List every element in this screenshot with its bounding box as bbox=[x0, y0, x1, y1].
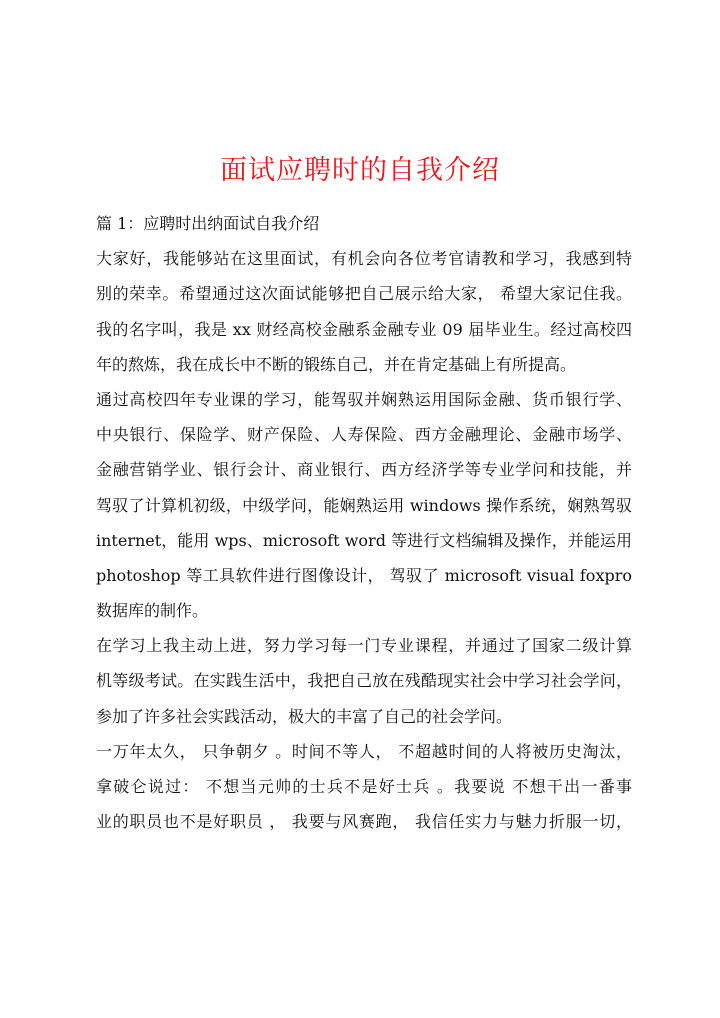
body-line: 拿破仑说过： 不想当元帅的士兵不是好士兵 。我要说 不想干出一番事 bbox=[96, 777, 632, 796]
document-body bbox=[96, 214, 632, 847]
body-line: 驾驭了计算机初级，中级学问，能娴熟运用 windows 操作系统，娴熟驾驭 bbox=[96, 495, 632, 515]
body-line: internet，能用 wps、microsoft word 等进行文档编辑及操作，并能运用 bbox=[96, 530, 632, 550]
body-line: 中央银行、保险学、财产保险、人寿保险、西方金融理论、金融市场学、 bbox=[96, 425, 632, 445]
body-line-section-heading: 篇 1：应聘时出纳面试自我介绍 bbox=[96, 214, 320, 233]
body-line: 数据库的制作。 bbox=[96, 601, 209, 621]
body-line: 金融营销学业、银行会计、商业银行、西方经济学等专业学问和技能，并 bbox=[96, 460, 632, 480]
body-line: 一万年太久， 只争朝夕 。时间不等人， 不超越时间的人将被历史淘汰， bbox=[96, 741, 632, 761]
body-line: 通过高校四年专业课的学习，能驾驭并娴熟运用国际金融、货币银行学、 bbox=[96, 389, 632, 409]
body-line: 参加了许多社会实践活动，极大的丰富了自己的社会学问。 bbox=[96, 706, 513, 726]
body-line: 大家好，我能够站在这里面试，有机会向各位考官请教和学习，我感到特 bbox=[96, 249, 632, 269]
body-line: 别的荣幸。希望通过这次面试能够把自己展示给大家， 希望大家记住我。 bbox=[96, 284, 632, 304]
document-title: 面试应聘时的自我介绍 bbox=[220, 155, 500, 186]
body-line: photoshop 等工具软件进行图像设计， 驾驭了 microsoft visual foxpro bbox=[96, 565, 632, 585]
body-line: 我的名字叫，我是 xx 财经高校金融系金融专业 09 届毕业生。经过高校四 bbox=[96, 319, 632, 339]
body-line: 在学习上我主动上进，努力学习每一门专业课程，并通过了国家二级计算 bbox=[96, 636, 632, 656]
body-line: 年的熬炼，我在成长中不断的锻练自己，并在肯定基础上有所提高。 bbox=[96, 354, 577, 374]
body-line: 业的职员也不是好职员 ， 我要与风赛跑， 我信任实力与魅力折服一切， bbox=[96, 812, 632, 832]
body-line: 机等级考试。在实践生活中，我把自己放在残酷现实社会中学习社会学问， bbox=[96, 671, 632, 691]
